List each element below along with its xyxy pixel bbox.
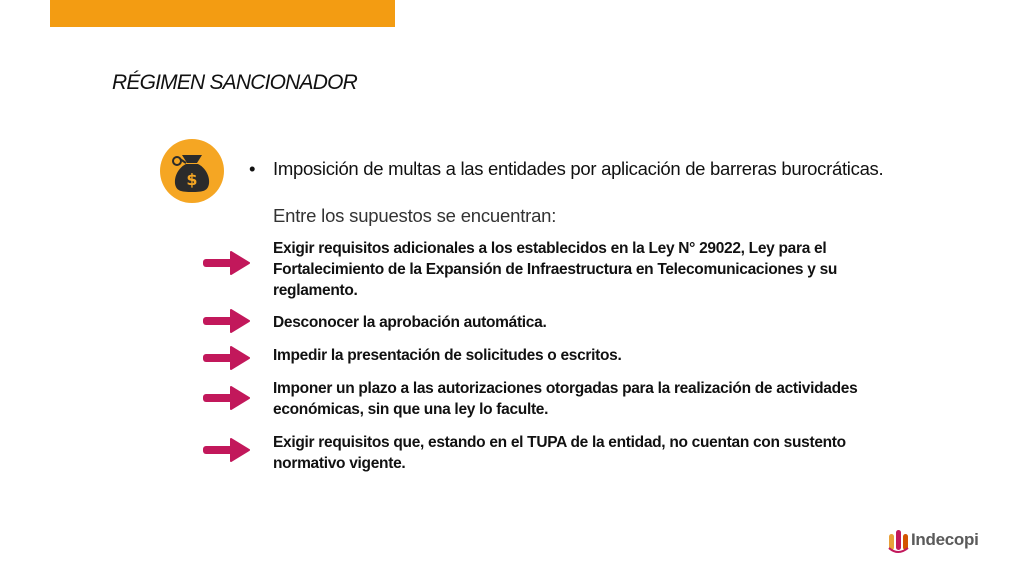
page-title: RÉGIMEN SANCIONADOR [112, 71, 357, 94]
right-arrow-icon [202, 308, 250, 334]
bullet-marker: • [249, 158, 256, 179]
brand-name: Indecopi [911, 530, 979, 549]
list-item-text: Desconocer la aprobación automática. [273, 314, 547, 331]
list-item-text: Exigir requisitos que, estando en el TUPA de la entidad, no cuentan con sustento normativo vigente. [273, 434, 846, 472]
top-accent-bar [50, 0, 395, 27]
right-arrow-icon [202, 250, 250, 276]
list-item-text: Exigir requisitos adicionales a los establecidos en la Ley N° 29022, Ley para el Fortalecimiento de la Expansión de Infraestructura en Telecomunicaciones y su reglamento. [273, 240, 838, 299]
indecopi-logo-mark [887, 528, 909, 554]
list-item-text: Impedir la presentación de solicitudes o escritos. [273, 347, 622, 364]
right-arrow-icon [202, 345, 250, 371]
right-arrow-icon [202, 437, 250, 463]
svg-text:$: $ [186, 170, 198, 189]
list-item-text: Imponer un plazo a las autorizaciones otorgadas para la realización de actividades económicas, sin que una ley lo faculte. [273, 380, 858, 418]
bullet-text: Imposición de multas a las entidades por aplicación de barreras burocráticas. [273, 158, 884, 179]
money-bag-icon [160, 139, 224, 203]
right-arrow-icon [202, 385, 250, 411]
intro-text: Entre los supuestos se encuentran: [273, 205, 557, 226]
